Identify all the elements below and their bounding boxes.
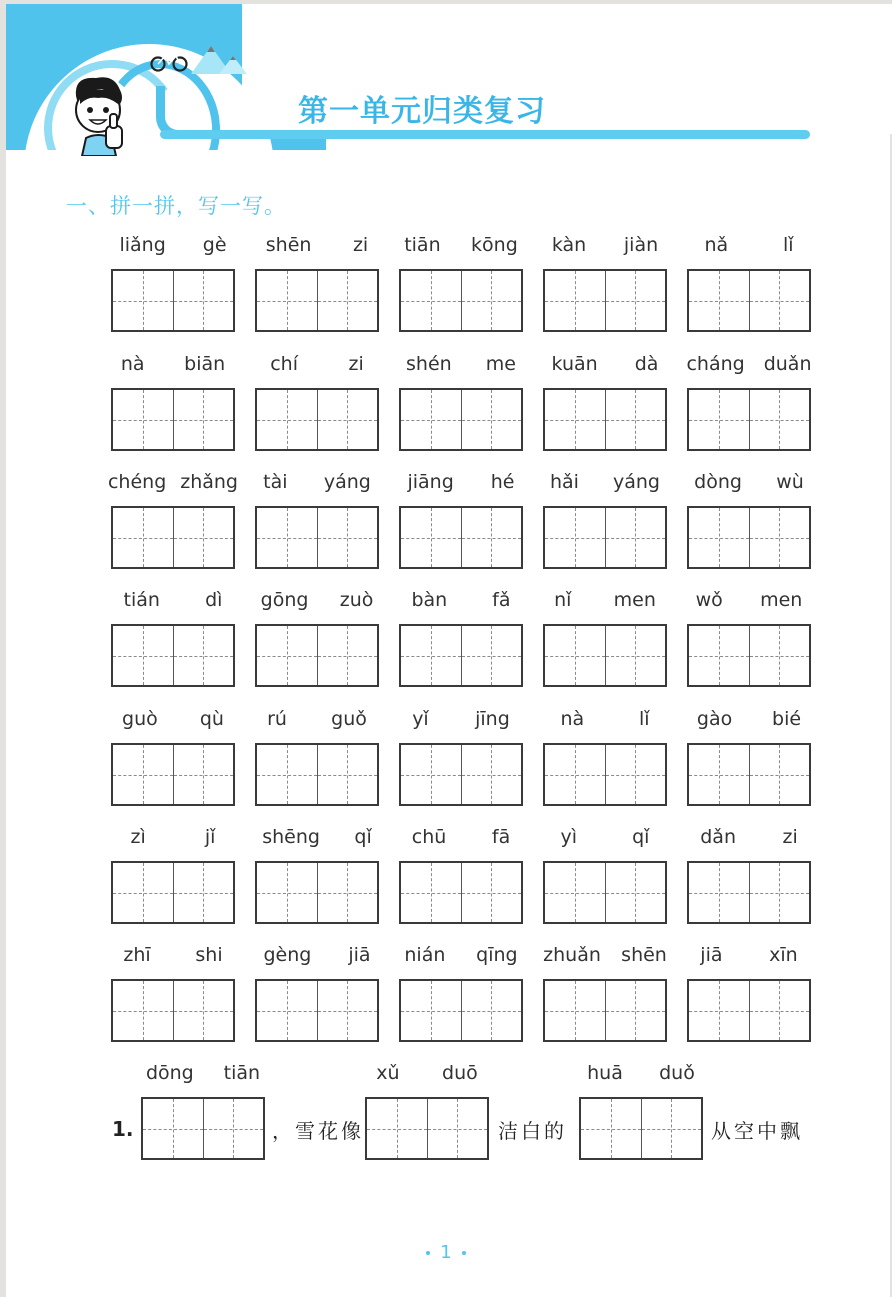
- pinyin-syllable: guò: [122, 708, 158, 730]
- pinyin-exercise-item: [687, 588, 811, 688]
- character-cell[interactable]: [257, 508, 317, 567]
- pinyin-label: [245, 470, 389, 494]
- character-cell[interactable]: [113, 981, 173, 1040]
- tianzige-answer-box[interactable]: [111, 269, 235, 332]
- character-cell[interactable]: [749, 390, 810, 449]
- pinyin-syllable: men: [760, 589, 803, 611]
- pinyin-exercise-item: [399, 825, 523, 925]
- pinyin-syllable: gèng: [263, 944, 312, 966]
- worksheet-page: [6, 4, 890, 1297]
- pinyin-exercise-item: [543, 707, 667, 807]
- character-cell[interactable]: [461, 981, 522, 1040]
- pinyin-syllable: kàn: [551, 234, 587, 256]
- pinyin-label: [101, 588, 245, 612]
- sentence-text: 从空中飘: [711, 1119, 803, 1143]
- pinyin-syllable: qīng: [476, 944, 518, 966]
- pinyin-label: [101, 825, 245, 849]
- character-cell[interactable]: [113, 271, 173, 330]
- pinyin-exercise-item: [399, 233, 523, 333]
- pinyin-syllable: kōng: [471, 234, 518, 256]
- mountains-icon: [189, 44, 249, 74]
- pinyin-label: [355, 1061, 499, 1085]
- tianzige-answer-box[interactable]: [365, 1097, 489, 1160]
- pinyin-syllable: tiān: [223, 1062, 261, 1084]
- tianzige-answer-box[interactable]: [111, 979, 235, 1042]
- pinyin-exercise-item: [399, 588, 523, 688]
- pinyin-syllable: nián: [404, 944, 446, 966]
- pinyin-syllable: zhuǎn: [543, 944, 601, 966]
- dot-icon: [462, 1251, 466, 1255]
- pinyin-syllable: wǒ: [695, 589, 723, 611]
- pinyin-exercise-item: [687, 470, 811, 570]
- pinyin-syllable: tài: [263, 471, 288, 493]
- sentence-text: ，雪花像: [272, 1119, 364, 1143]
- pinyin-label: [677, 943, 821, 967]
- character-cell[interactable]: [545, 271, 605, 330]
- tianzige-answer-box[interactable]: [255, 388, 379, 451]
- pinyin-label: [533, 825, 677, 849]
- cloud-icon: [244, 36, 284, 60]
- character-cell[interactable]: [605, 508, 666, 567]
- tianzige-answer-box[interactable]: [687, 624, 811, 687]
- pinyin-syllable: zi: [782, 826, 798, 848]
- character-cell[interactable]: [749, 626, 810, 685]
- pinyin-exercise-item: [399, 470, 523, 570]
- tianzige-answer-box[interactable]: [543, 979, 667, 1042]
- tianzige-answer-box[interactable]: [687, 269, 811, 332]
- pinyin-syllable: bié: [772, 708, 802, 730]
- pinyin-label: [533, 943, 677, 967]
- pinyin-label: [245, 707, 389, 731]
- pinyin-syllable: yǐ: [412, 708, 429, 730]
- character-cell[interactable]: [401, 508, 461, 567]
- pinyin-syllable: lǐ: [783, 234, 794, 256]
- pinyin-label: [677, 588, 821, 612]
- tianzige-answer-box[interactable]: [399, 506, 523, 569]
- character-cell[interactable]: [749, 508, 810, 567]
- pinyin-label: [677, 352, 821, 376]
- character-cell[interactable]: [689, 863, 749, 922]
- pinyin-syllable: chí: [270, 353, 299, 375]
- tianzige-answer-box[interactable]: [687, 388, 811, 451]
- pinyin-syllable: dōng: [145, 1062, 194, 1084]
- character-cell[interactable]: [545, 626, 605, 685]
- pinyin-syllable: fā: [491, 826, 511, 848]
- pinyin-syllable: jiā: [348, 944, 371, 966]
- pinyin-syllable: qù: [199, 708, 224, 730]
- pinyin-exercise-item: [255, 588, 379, 688]
- pinyin-exercise-item: [399, 352, 523, 452]
- pinyin-syllable: jiā: [700, 944, 723, 966]
- tianzige-answer-box[interactable]: [399, 979, 523, 1042]
- pinyin-syllable: chū: [411, 826, 447, 848]
- pinyin-label: [389, 233, 533, 257]
- tianzige-answer-box[interactable]: [687, 506, 811, 569]
- cloud-icon: [301, 10, 361, 50]
- tianzige-answer-box[interactable]: [141, 1097, 265, 1160]
- character-cell[interactable]: [173, 508, 234, 567]
- pinyin-syllable: tiān: [404, 234, 441, 256]
- pinyin-syllable: xīn: [769, 944, 798, 966]
- character-cell[interactable]: [545, 981, 605, 1040]
- character-cell[interactable]: [317, 626, 378, 685]
- pinyin-label: [677, 825, 821, 849]
- sentence-blank: [365, 1061, 489, 1161]
- character-cell[interactable]: [367, 1099, 427, 1158]
- pinyin-syllable: gè: [202, 234, 227, 256]
- character-cell[interactable]: [545, 508, 605, 567]
- character-cell[interactable]: [317, 745, 378, 804]
- character-cell[interactable]: [173, 390, 234, 449]
- character-cell[interactable]: [461, 745, 522, 804]
- tianzige-answer-box[interactable]: [543, 861, 667, 924]
- character-cell[interactable]: [641, 1099, 702, 1158]
- pinyin-syllable: dà: [634, 353, 659, 375]
- pinyin-exercise-item: [255, 825, 379, 925]
- pinyin-syllable: yì: [560, 826, 578, 848]
- tianzige-answer-box[interactable]: [399, 624, 523, 687]
- pinyin-label: [389, 352, 533, 376]
- character-cell[interactable]: [113, 626, 173, 685]
- character-cell[interactable]: [427, 1099, 488, 1158]
- page-title: 第一单元归类复习: [298, 94, 546, 129]
- character-cell[interactable]: [257, 271, 317, 330]
- page-number: [411, 1242, 481, 1263]
- pinyin-syllable: wù: [776, 471, 804, 493]
- tianzige-answer-box[interactable]: [543, 624, 667, 687]
- pinyin-exercise-item: [111, 233, 235, 333]
- pinyin-exercise-item: [111, 707, 235, 807]
- character-cell[interactable]: [749, 863, 810, 922]
- pinyin-label: [677, 707, 821, 731]
- pinyin-label: [677, 470, 821, 494]
- tianzige-answer-box[interactable]: [111, 506, 235, 569]
- character-cell[interactable]: [257, 745, 317, 804]
- tianzige-answer-box[interactable]: [399, 861, 523, 924]
- pinyin-syllable: hé: [490, 471, 515, 493]
- pinyin-syllable: zhī: [123, 944, 151, 966]
- character-cell[interactable]: [545, 745, 605, 804]
- character-cell[interactable]: [605, 626, 666, 685]
- pinyin-exercise-item: [543, 588, 667, 688]
- character-cell[interactable]: [317, 390, 378, 449]
- character-cell[interactable]: [203, 1099, 264, 1158]
- pinyin-label: [101, 943, 245, 967]
- pinyin-syllable: duǎn: [763, 353, 812, 375]
- pinyin-syllable: me: [485, 353, 516, 375]
- character-cell[interactable]: [317, 863, 378, 922]
- character-cell[interactable]: [461, 390, 522, 449]
- section-heading: 一、拼一拼，写一写。: [66, 194, 286, 218]
- character-cell[interactable]: [317, 508, 378, 567]
- character-cell[interactable]: [113, 745, 173, 804]
- pinyin-syllable: xǔ: [376, 1062, 400, 1084]
- tianzige-answer-box[interactable]: [579, 1097, 703, 1160]
- character-cell[interactable]: [257, 390, 317, 449]
- pinyin-label: [533, 707, 677, 731]
- tianzige-answer-box[interactable]: [399, 743, 523, 806]
- character-cell[interactable]: [689, 271, 749, 330]
- character-cell[interactable]: [257, 863, 317, 922]
- pinyin-syllable: zuò: [339, 589, 374, 611]
- pinyin-label: [245, 943, 389, 967]
- sentence-blank: [141, 1061, 265, 1161]
- character-cell[interactable]: [605, 271, 666, 330]
- pinyin-syllable: biān: [184, 353, 226, 375]
- character-cell[interactable]: [143, 1099, 203, 1158]
- character-cell[interactable]: [545, 863, 605, 922]
- pinyin-syllable: guǒ: [331, 708, 367, 730]
- pinyin-label: [677, 233, 821, 257]
- character-cell[interactable]: [749, 745, 810, 804]
- pinyin-label: [389, 707, 533, 731]
- character-cell[interactable]: [689, 390, 749, 449]
- sun-icon: ✹: [272, 23, 281, 34]
- pinyin-syllable: gào: [696, 708, 733, 730]
- tianzige-answer-box[interactable]: [687, 979, 811, 1042]
- pinyin-syllable: huā: [587, 1062, 623, 1084]
- tianzige-answer-box[interactable]: [687, 861, 811, 924]
- tianzige-answer-box[interactable]: [255, 506, 379, 569]
- pinyin-syllable: gōng: [260, 589, 309, 611]
- pinyin-syllable: bàn: [411, 589, 448, 611]
- pinyin-exercise-item: [543, 233, 667, 333]
- pinyin-syllable: kuān: [551, 353, 598, 375]
- pinyin-label: [533, 588, 677, 612]
- tianzige-answer-box[interactable]: [255, 624, 379, 687]
- pinyin-syllable: lǐ: [639, 708, 650, 730]
- sentence-text: 洁白的: [498, 1119, 567, 1143]
- character-cell[interactable]: [605, 745, 666, 804]
- pinyin-exercise-item: [255, 707, 379, 807]
- pinyin-label: [101, 707, 245, 731]
- pinyin-exercise-item: [255, 233, 379, 333]
- pinyin-label: [245, 352, 389, 376]
- character-cell[interactable]: [461, 508, 522, 567]
- pinyin-syllable: nǎ: [704, 234, 729, 256]
- pinyin-syllable: dǎn: [700, 826, 736, 848]
- dot-icon: [426, 1251, 430, 1255]
- tianzige-answer-box[interactable]: [255, 979, 379, 1042]
- character-cell[interactable]: [605, 390, 666, 449]
- pinyin-syllable: nà: [120, 353, 145, 375]
- tianzige-answer-box[interactable]: [255, 269, 379, 332]
- tianzige-answer-box[interactable]: [255, 861, 379, 924]
- tianzige-answer-box[interactable]: [111, 861, 235, 924]
- pinyin-label: [101, 233, 245, 257]
- character-cell[interactable]: [749, 271, 810, 330]
- pinyin-exercise-item: [543, 825, 667, 925]
- pinyin-syllable: men: [613, 589, 656, 611]
- pinyin-syllable: jīng: [475, 708, 510, 730]
- pinyin-label: [131, 1061, 275, 1085]
- pinyin-syllable: yáng: [323, 471, 371, 493]
- character-cell[interactable]: [401, 271, 461, 330]
- character-cell[interactable]: [581, 1099, 641, 1158]
- pinyin-exercise-item: [543, 943, 667, 1043]
- tianzige-answer-box[interactable]: [543, 506, 667, 569]
- pinyin-label: [101, 470, 245, 494]
- character-cell[interactable]: [173, 745, 234, 804]
- character-cell[interactable]: [113, 508, 173, 567]
- pinyin-label: [533, 233, 677, 257]
- pinyin-syllable: duō: [442, 1062, 478, 1084]
- pinyin-exercise-item: [543, 352, 667, 452]
- tianzige-answer-box[interactable]: [111, 624, 235, 687]
- tianzige-answer-box[interactable]: [543, 743, 667, 806]
- pinyin-syllable: rú: [267, 708, 287, 730]
- pinyin-label: [101, 352, 245, 376]
- pinyin-exercise-item: [687, 707, 811, 807]
- pinyin-label: [389, 943, 533, 967]
- pinyin-syllable: zi: [348, 353, 364, 375]
- header-bottom-mask: [6, 150, 890, 190]
- pinyin-exercise-item: [111, 943, 235, 1043]
- pinyin-syllable: dì: [205, 589, 223, 611]
- pinyin-syllable: nǐ: [554, 589, 572, 611]
- character-cell[interactable]: [401, 981, 461, 1040]
- pinyin-syllable: yáng: [612, 471, 660, 493]
- pinyin-syllable: zi: [352, 234, 369, 256]
- character-cell[interactable]: [461, 863, 522, 922]
- character-cell[interactable]: [113, 863, 173, 922]
- tianzige-answer-box[interactable]: [111, 743, 235, 806]
- pinyin-syllable: jiàn: [623, 234, 659, 256]
- pinyin-exercise-item: [111, 588, 235, 688]
- pinyin-exercise-item: [687, 352, 811, 452]
- character-cell[interactable]: [113, 390, 173, 449]
- page-number-value: 1: [440, 1242, 452, 1263]
- pinyin-syllable: dòng: [694, 471, 742, 493]
- tianzige-answer-box[interactable]: [543, 269, 667, 332]
- tianzige-answer-box[interactable]: [687, 743, 811, 806]
- character-cell[interactable]: [317, 271, 378, 330]
- pinyin-syllable: fǎ: [492, 589, 511, 611]
- character-cell[interactable]: [401, 390, 461, 449]
- character-cell[interactable]: [689, 745, 749, 804]
- character-cell[interactable]: [173, 863, 234, 922]
- pinyin-syllable: shén: [406, 353, 452, 375]
- bicycle-icon: [149, 46, 189, 72]
- question-number: 1.: [112, 1117, 134, 1141]
- character-cell[interactable]: [749, 981, 810, 1040]
- pinyin-label: [533, 470, 677, 494]
- pinyin-exercise-item: [255, 352, 379, 452]
- pinyin-label: [389, 588, 533, 612]
- pinyin-syllable: qǐ: [354, 826, 372, 848]
- pinyin-syllable: shi: [195, 944, 223, 966]
- character-cell[interactable]: [545, 390, 605, 449]
- tianzige-answer-box[interactable]: [111, 388, 235, 451]
- pinyin-exercise-item: [543, 470, 667, 570]
- pinyin-label: [245, 588, 389, 612]
- character-cell[interactable]: [317, 981, 378, 1040]
- pinyin-syllable: hǎi: [550, 471, 579, 493]
- tianzige-answer-box[interactable]: [399, 269, 523, 332]
- pinyin-exercise-item: [107, 470, 238, 570]
- character-cell[interactable]: [689, 626, 749, 685]
- pinyin-syllable: jǐ: [204, 826, 216, 848]
- pinyin-label: [533, 352, 677, 376]
- pinyin-syllable: tián: [123, 589, 160, 611]
- character-cell[interactable]: [173, 626, 234, 685]
- pinyin-syllable: chéng: [107, 471, 167, 493]
- pinyin-syllable: shēn: [621, 944, 667, 966]
- pinyin-label: [245, 825, 389, 849]
- pinyin-syllable: zì: [130, 826, 146, 848]
- pinyin-syllable: zhǎng: [180, 471, 238, 493]
- character-cell[interactable]: [173, 271, 234, 330]
- pinyin-syllable: shēng: [262, 826, 320, 848]
- pinyin-syllable: nà: [560, 708, 585, 730]
- pinyin-exercise-item: [399, 707, 523, 807]
- pinyin-exercise-item: [687, 943, 811, 1043]
- title-underline-bar: [160, 130, 810, 139]
- pinyin-syllable: cháng: [686, 353, 745, 375]
- pinyin-syllable: shēn: [265, 234, 312, 256]
- tianzige-answer-box[interactable]: [255, 743, 379, 806]
- character-cell[interactable]: [689, 981, 749, 1040]
- tianzige-answer-box[interactable]: [399, 388, 523, 451]
- character-cell[interactable]: [461, 626, 522, 685]
- character-cell[interactable]: [605, 981, 666, 1040]
- character-cell[interactable]: [257, 981, 317, 1040]
- pinyin-exercise-item: [255, 943, 379, 1043]
- pinyin-label: [389, 825, 533, 849]
- character-cell[interactable]: [461, 271, 522, 330]
- character-cell[interactable]: [173, 981, 234, 1040]
- character-cell[interactable]: [689, 508, 749, 567]
- tianzige-answer-box[interactable]: [543, 388, 667, 451]
- pinyin-label: [389, 470, 533, 494]
- sentence-blank: [579, 1061, 703, 1161]
- pinyin-label: [245, 233, 389, 257]
- boy-thumbs-up-icon: [68, 74, 132, 156]
- pinyin-exercise-item: [687, 233, 811, 333]
- pinyin-syllable: jiāng: [407, 471, 454, 493]
- character-cell[interactable]: [401, 626, 461, 685]
- character-cell[interactable]: [257, 626, 317, 685]
- pinyin-syllable: liǎng: [119, 234, 166, 256]
- pinyin-exercise-item: [687, 825, 811, 925]
- character-cell[interactable]: [401, 863, 461, 922]
- character-cell[interactable]: [401, 745, 461, 804]
- character-cell[interactable]: [605, 863, 666, 922]
- pinyin-exercise-item: [255, 470, 379, 570]
- pinyin-syllable: duǒ: [659, 1062, 695, 1084]
- pinyin-exercise-item: [111, 825, 235, 925]
- pinyin-exercise-item: [399, 943, 523, 1043]
- pinyin-label: [569, 1061, 713, 1085]
- pinyin-syllable: qǐ: [632, 826, 650, 848]
- pinyin-exercise-item: [111, 352, 235, 452]
